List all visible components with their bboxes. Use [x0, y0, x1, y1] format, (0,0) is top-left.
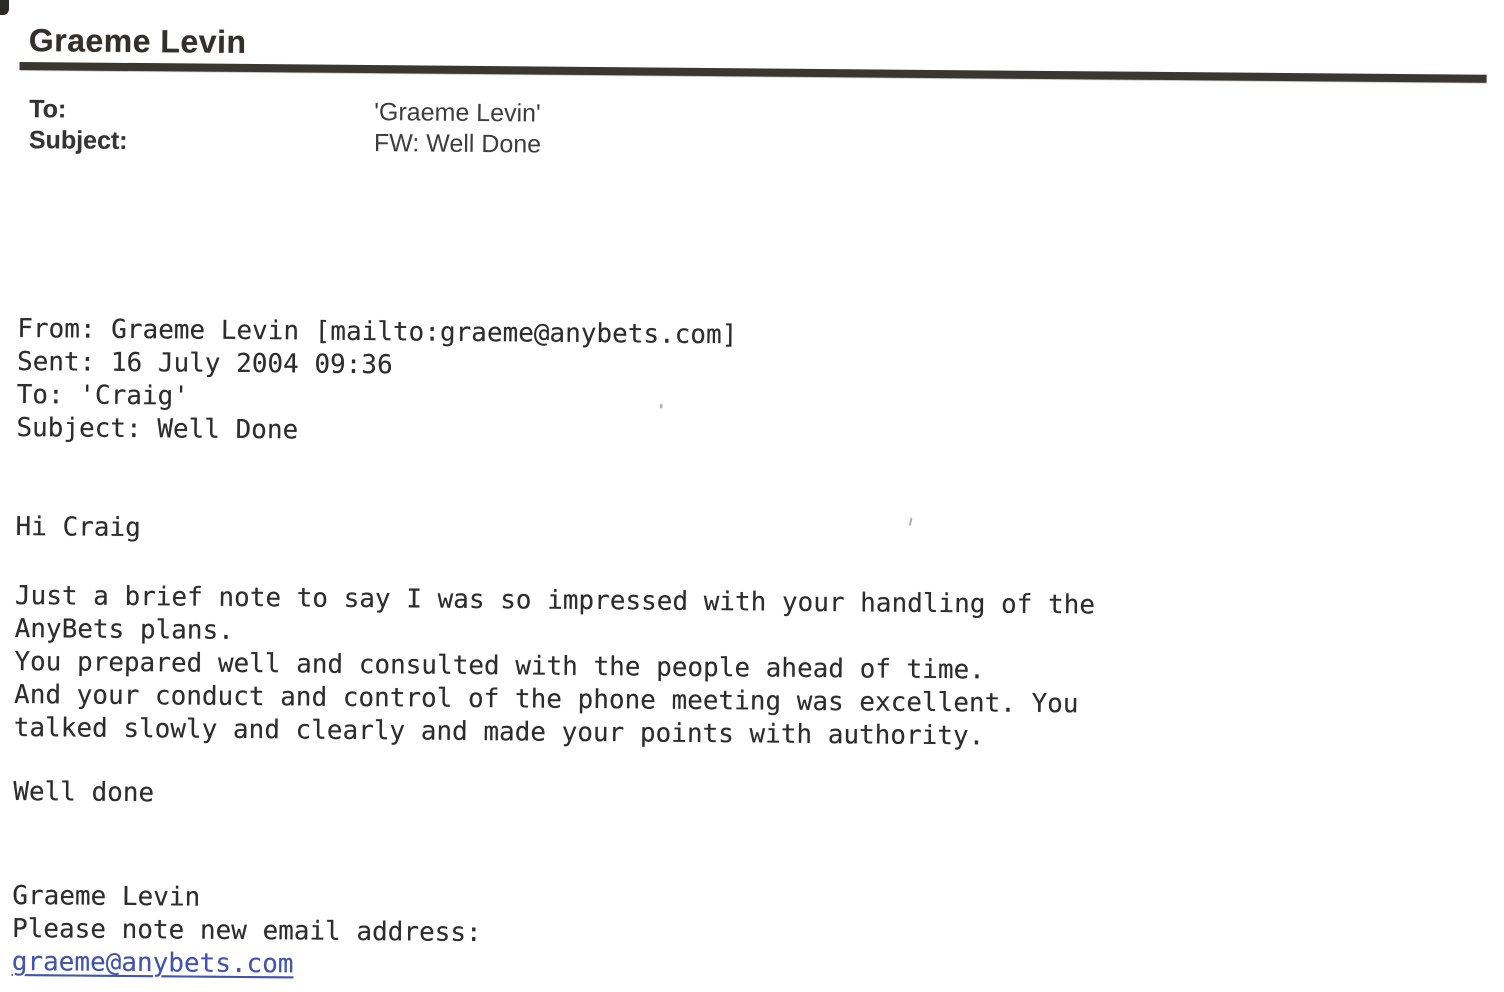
header-separator-rule	[20, 62, 1487, 83]
email-link[interactable]: graeme@anybets.com	[11, 946, 294, 980]
signature-block	[12, 880, 482, 983]
body-paragraph	[14, 580, 1095, 754]
body-line: You prepared well and consulted with the people ahead of time.	[14, 646, 986, 686]
forwarded-header-block	[16, 313, 737, 451]
signature-note-line: Please note new email address:	[11, 913, 482, 949]
greeting-line: Hi Craig	[15, 511, 141, 544]
body-line: Just a brief note to say I was so impressed with your handling of the	[14, 580, 1096, 621]
forwarded-sent-line: Sent: 16 July 2004 09:36	[16, 346, 393, 381]
body-line: talked slowly and clearly and made your points with authority.	[13, 712, 985, 752]
closing-line: Well done	[13, 776, 155, 809]
signature-name: Graeme Levin	[12, 880, 201, 913]
scan-speck	[909, 518, 913, 526]
body-line: AnyBets plans.	[14, 613, 234, 646]
to-label: To:	[29, 95, 67, 124]
forwarded-from-line: From: Graeme Levin [mailto:graeme@anybets.com]	[17, 313, 738, 351]
email-meta-block	[0, 94, 1503, 169]
scan-speck	[660, 404, 663, 409]
body-line: And your conduct and control of the phone meeting was excellent. You	[13, 679, 1079, 720]
to-value: 'Graeme Levin'	[374, 98, 541, 128]
forwarded-subject-line: Subject: Well Done	[16, 412, 299, 446]
forwarded-to-line: To: 'Craig'	[16, 379, 190, 412]
subject-label: Subject:	[28, 126, 128, 155]
page-title: Graeme Levin	[28, 22, 247, 60]
scan-corner-artifact	[0, 0, 9, 15]
subject-value: FW: Well Done	[373, 129, 542, 159]
